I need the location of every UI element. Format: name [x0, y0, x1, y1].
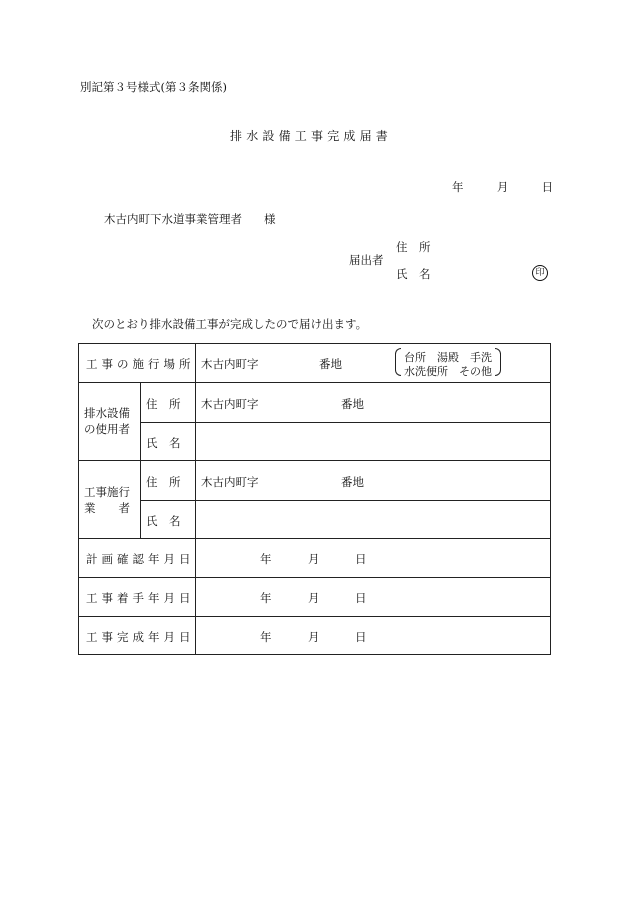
- work-complete-date-row: [79, 617, 550, 654]
- contractor-block: [79, 461, 550, 539]
- submission-date: [452, 179, 553, 195]
- facility-options: [395, 348, 501, 376]
- contractor-address-lot: 番地: [341, 475, 364, 489]
- recipient: [104, 211, 276, 227]
- plan-confirm-day: 日: [355, 552, 367, 566]
- recipient-suffix: 様: [264, 212, 276, 226]
- notifier-address-label: 住 所: [396, 240, 431, 254]
- statement-text: 次のとおり排水設備工事が完成したので届け出ます。: [92, 317, 368, 331]
- contractor-label-line1: 工事施行: [84, 485, 130, 499]
- user-label-line2: の使用者: [84, 422, 130, 436]
- site-row: [79, 344, 550, 383]
- form-code: 別記第３号様式(第３条関係): [80, 80, 227, 94]
- plan-confirm-date-label: 計画確認年月日: [86, 552, 195, 566]
- work-start-day: 日: [355, 591, 367, 605]
- plan-confirm-year: 年: [260, 552, 272, 566]
- contractor-address-town: 木古内町字: [201, 475, 259, 489]
- user-address-label: 住 所: [146, 397, 181, 411]
- recipient-name: 木古内町下水道事業管理者: [104, 212, 242, 226]
- work-start-year: 年: [260, 591, 272, 605]
- user-address-town: 木古内町字: [201, 397, 259, 411]
- seal-mark: 印: [532, 265, 548, 281]
- site-lot: 番地: [319, 357, 342, 371]
- site-label: 工事の施行場所: [86, 357, 195, 371]
- notifier-name-label: 氏 名: [396, 267, 431, 281]
- facility-options-line1: 台所 湯殿 手洗: [404, 351, 492, 364]
- work-start-date-row: [79, 578, 550, 617]
- completion-report-table: [78, 343, 551, 655]
- work-complete-date-label: 工事完成年月日: [86, 630, 195, 644]
- user-block: [79, 383, 550, 461]
- date-year-label: 年: [452, 180, 464, 194]
- facility-options-line2: 水洗便所 その他: [404, 365, 492, 378]
- user-name-label: 氏 名: [146, 436, 181, 450]
- work-start-date-label: 工事着手年月日: [86, 591, 195, 605]
- plan-confirm-month: 月: [308, 552, 320, 566]
- plan-confirm-date-row: [79, 539, 550, 578]
- contractor-label-line2: 業 者: [84, 501, 130, 515]
- notifier-label: 届出者: [349, 253, 384, 267]
- work-complete-day: 日: [355, 630, 367, 644]
- document-title: 排水設備工事完成届書: [230, 129, 393, 143]
- contractor-name-label: 氏 名: [146, 514, 181, 528]
- contractor-address-label: 住 所: [146, 475, 181, 489]
- date-day-label: 日: [541, 180, 554, 194]
- work-complete-year: 年: [260, 630, 272, 644]
- user-label-line1: 排水設備: [84, 406, 130, 420]
- user-address-lot: 番地: [341, 397, 364, 411]
- date-month-label: 月: [496, 180, 509, 194]
- site-town: 木古内町字: [201, 357, 259, 371]
- work-complete-month: 月: [308, 630, 320, 644]
- work-start-month: 月: [308, 591, 320, 605]
